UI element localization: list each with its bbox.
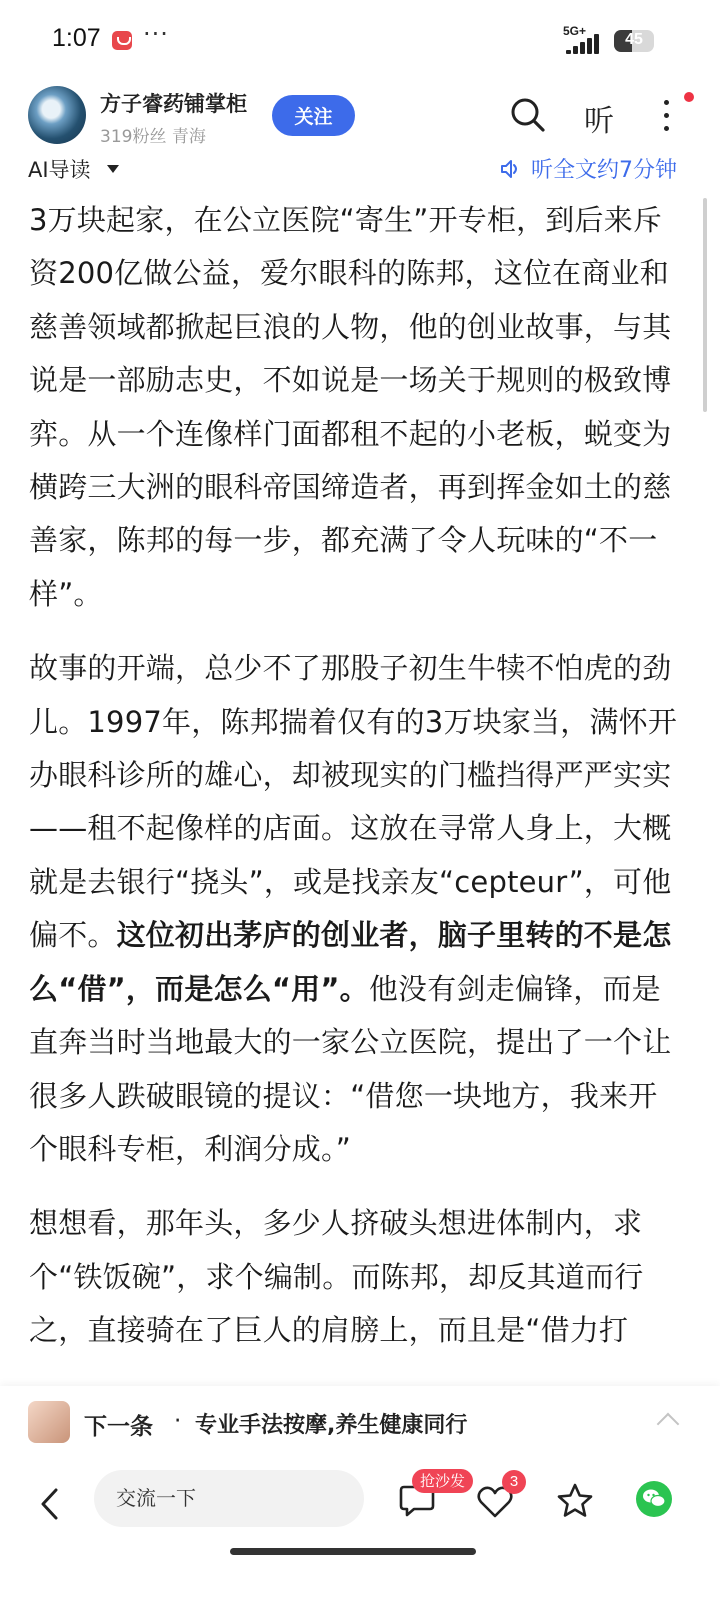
wechat-share-icon[interactable] xyxy=(636,1481,672,1517)
status-time: 1:07 xyxy=(52,24,101,52)
author-name[interactable]: 方子睿药铺掌柜 xyxy=(100,92,247,116)
article-body xyxy=(29,194,683,1386)
home-indicator[interactable] xyxy=(230,1548,476,1555)
follow-button[interactable]: 关注 xyxy=(272,95,355,136)
next-article-title: 专业手法按摩,养生健康同行 xyxy=(195,1413,468,1438)
article-bold-text: 这位初出茅庐的创业者，脑子里转的不是怎么“借”，而是怎么“用”。 xyxy=(29,918,672,1006)
author-location: 青海 xyxy=(171,127,206,147)
notification-dot xyxy=(684,92,694,102)
battery-icon xyxy=(614,30,654,52)
comment-input[interactable]: 交流一下 xyxy=(94,1470,364,1527)
author-followers: 319粉丝 xyxy=(100,127,167,147)
status-bar xyxy=(0,0,720,84)
scrollbar[interactable] xyxy=(703,198,707,412)
next-label: 下一条 xyxy=(84,1414,153,1440)
article-text: 故事的开端，总少不了那股子初生牛犊不怕虎的劲儿。1997年，陈邦揣着仅有的3万块家当，满怀开办眼科诊所的雄心，却被现实的门槛挡得严严实实——租不起像样的店面。这放在寻常人身上，大概就是去银行“挠头”，或是找亲友“cepteur”，可他偏不。 xyxy=(29,651,678,953)
article-paragraph xyxy=(29,642,683,1176)
listen-full-button[interactable] xyxy=(499,153,677,184)
article-paragraph: 想想看，那年头，多少人挤破头想进体制内，求个“铁饭碗”，求个编制。而陈邦，却反其道而行之，直接骑在了巨人的肩膀上，而且是“借力打 xyxy=(29,1206,644,1348)
next-separator: · xyxy=(174,1408,182,1434)
author-avatar[interactable] xyxy=(28,86,86,144)
battery-level: 45 xyxy=(625,31,643,48)
search-icon[interactable] xyxy=(510,96,546,134)
sofa-badge: 抢沙发 xyxy=(412,1469,473,1493)
star-icon[interactable] xyxy=(556,1482,594,1520)
next-article-thumbnail xyxy=(28,1401,70,1443)
chevron-up-icon[interactable] xyxy=(657,1413,680,1436)
ai-guide-toggle[interactable]: AI导读 xyxy=(28,158,91,182)
author-meta xyxy=(100,122,206,147)
caret-down-icon[interactable] xyxy=(107,165,119,173)
status-more-icon: ··· xyxy=(143,20,169,48)
notification-app-icon xyxy=(112,31,132,50)
network-type: 5G+ xyxy=(563,24,587,38)
bottom-action-bar xyxy=(0,1460,720,1600)
more-vertical-icon[interactable] xyxy=(656,96,676,136)
back-arrow-icon[interactable] xyxy=(36,1484,66,1524)
next-article-bar[interactable] xyxy=(0,1386,720,1460)
article-paragraph: 3万块起家，在公立医院“寄生”开专柜，到后来斥资200亿做公益，爱尔眼科的陈邦，这位在商业和慈善领域都掀起巨浪的人物，他的创业故事，与其说是一部励志史，不如说是一场关于规则的极致博弈。从一个连像样门面都租不起的小老板，蜕变为横跨三大洲的眼科帝国缔造者，再到挥金如土的慈善家，陈邦的每一步，都充满了令人玩味的“不一样”。 xyxy=(29,203,672,611)
speaker-icon xyxy=(499,157,523,181)
like-count-badge: 3 xyxy=(502,1470,526,1494)
signal-icon xyxy=(566,34,606,54)
listen-button[interactable]: 听 xyxy=(584,104,614,139)
article-text: 他没有剑走偏锋，而是直奔当时当地最大的一家公立医院，提出了一个让很多人跌破眼镜的提议：“借您一块地方，我来开个眼科专柜，利润分成。” xyxy=(29,971,672,1166)
listen-full-label: 听全文约7分钟 xyxy=(531,158,677,183)
